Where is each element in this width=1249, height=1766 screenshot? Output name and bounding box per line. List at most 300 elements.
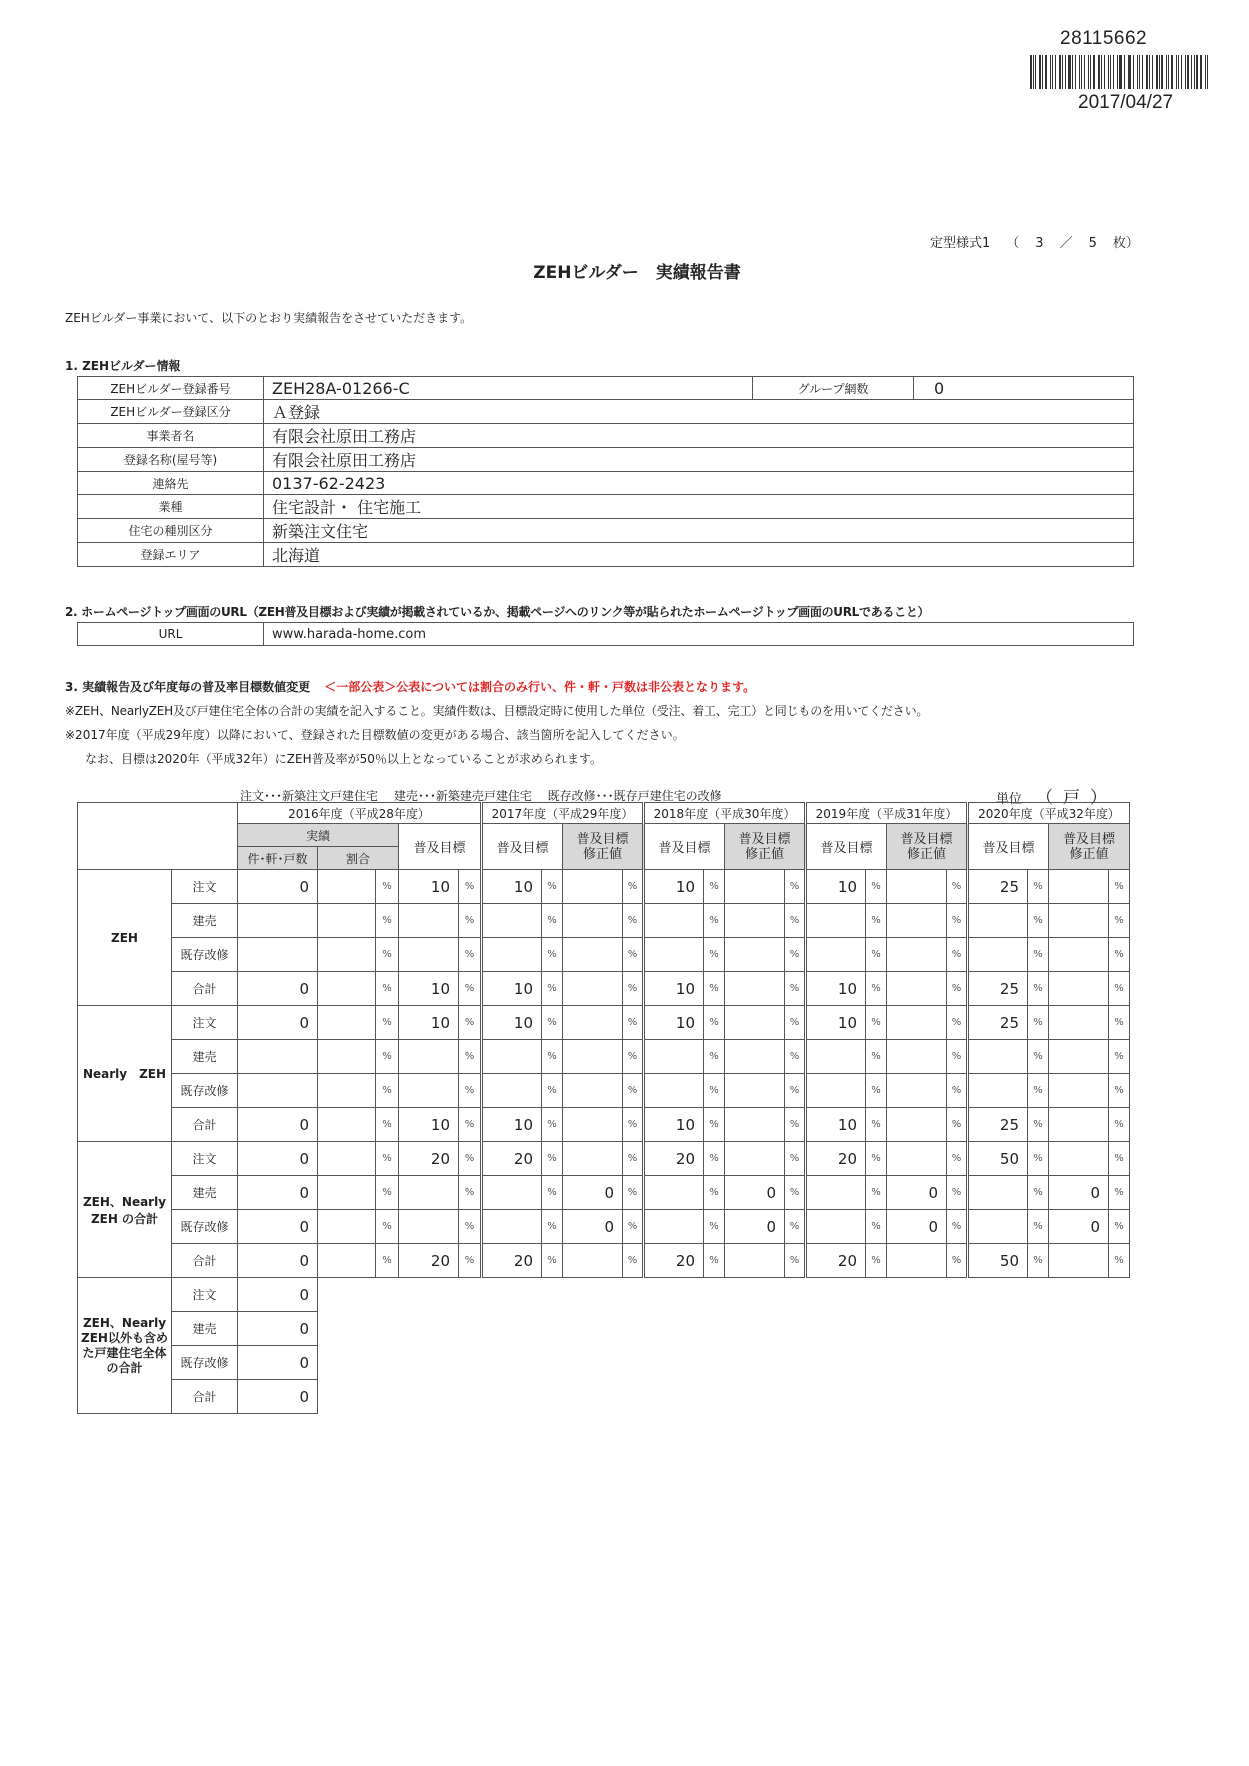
percent-unit: % [704, 1176, 725, 1210]
percent-unit: % [866, 870, 887, 904]
barcode-bar [1152, 55, 1153, 89]
barcode-bar [1181, 55, 1182, 89]
revised-2019-cell[interactable] [887, 1108, 947, 1142]
table-row [78, 1176, 1130, 1210]
row-label: 既存改修 [172, 938, 238, 972]
unit-label: 単位 [996, 792, 1023, 807]
info-label: ZEHビルダー登録区分 [78, 400, 264, 424]
percent-unit: % [1028, 1210, 1049, 1244]
revised-2018-cell[interactable] [725, 1040, 785, 1074]
target-2017-cell[interactable]: 10 [482, 1108, 542, 1142]
revised-2020-cell[interactable] [1049, 1142, 1109, 1176]
barcode-bar [1187, 55, 1189, 89]
header-ratio: 割合 [318, 847, 399, 870]
section3-heading-text: 3. 実績報告及び年度毎の普及率目標数値変更 [65, 680, 311, 694]
revised-2019-cell[interactable]: 0 [887, 1176, 947, 1210]
percent-unit: % [459, 870, 482, 904]
barcode-bar [1142, 55, 1143, 89]
info-value: Ａ登録 [264, 400, 1134, 424]
revised-2018-cell[interactable] [725, 938, 785, 972]
target-2016-cell[interactable] [399, 1210, 459, 1244]
revised-2017-cell[interactable] [563, 904, 623, 938]
barcode-bar [1161, 55, 1163, 89]
row-label: 注文 [172, 1006, 238, 1040]
percent-unit: % [459, 1108, 482, 1142]
barcode-bar [1035, 55, 1036, 89]
revised-2019-cell[interactable] [887, 1074, 947, 1108]
target-2020-cell[interactable] [968, 904, 1028, 938]
count-cell[interactable]: 0 [238, 1278, 318, 1312]
revised-2018-cell[interactable]: 0 [725, 1210, 785, 1244]
target-2019-cell[interactable]: 10 [806, 972, 866, 1006]
revised-2018-cell[interactable] [725, 972, 785, 1006]
count-cell[interactable]: 0 [238, 1006, 318, 1040]
target-2018-cell[interactable] [644, 1074, 704, 1108]
revised-2018-cell[interactable] [725, 1074, 785, 1108]
percent-unit: % [1028, 904, 1049, 938]
empty-area [318, 1278, 1130, 1312]
info-value: 北海道 [264, 543, 1134, 567]
barcode-image [1030, 55, 1210, 89]
count-cell[interactable]: 0 [238, 1244, 318, 1278]
count-cell[interactable]: 0 [238, 972, 318, 1006]
percent-unit: % [866, 1244, 887, 1278]
row-label: 建売 [172, 1312, 238, 1346]
barcode-bar [1090, 55, 1091, 89]
revised-2020-cell[interactable] [1049, 1074, 1109, 1108]
percent-unit: % [623, 1244, 644, 1278]
header-actual: 実績 [238, 824, 399, 847]
year-header-2019: 2019年度（平成31年度） [806, 803, 968, 824]
revised-2020-cell[interactable] [1049, 1244, 1109, 1278]
revised-2019-cell[interactable] [887, 904, 947, 938]
percent-unit: % [459, 1040, 482, 1074]
ratio-cell[interactable] [318, 1040, 376, 1074]
ratio-cell[interactable] [318, 870, 376, 904]
percent-unit: % [1028, 1142, 1049, 1176]
revised-2019-cell[interactable]: 0 [887, 1210, 947, 1244]
revised-2018-cell[interactable] [725, 904, 785, 938]
percent-unit: % [623, 1176, 644, 1210]
percent-unit: % [785, 1006, 806, 1040]
revised-2019-cell[interactable] [887, 1006, 947, 1040]
count-cell[interactable]: 0 [238, 1312, 318, 1346]
percent-unit: % [1109, 1244, 1130, 1278]
target-2016-cell[interactable] [399, 1074, 459, 1108]
percent-unit: % [704, 904, 725, 938]
barcode-bar [1081, 55, 1082, 89]
count-cell[interactable]: 0 [238, 870, 318, 904]
percent-unit: % [704, 972, 725, 1006]
empty-area [318, 1312, 1130, 1346]
note-2: ※2017年度（平成29年度）以降において、登録された目標数値の変更がある場合、該当箇所を記入してください。 [65, 728, 685, 742]
target-2016-cell[interactable]: 10 [399, 972, 459, 1006]
target-2020-cell[interactable] [968, 1210, 1028, 1244]
revised-2019-cell[interactable] [887, 1244, 947, 1278]
percent-unit: % [623, 938, 644, 972]
percent-unit: % [542, 1244, 563, 1278]
barcode-bar [1093, 55, 1095, 89]
barcode-bar [1072, 55, 1073, 89]
target-2017-cell[interactable] [482, 904, 542, 938]
barcode-bar [1149, 55, 1150, 89]
percent-unit: % [542, 1142, 563, 1176]
target-2018-cell[interactable]: 10 [644, 1108, 704, 1142]
target-2018-cell[interactable] [644, 904, 704, 938]
percent-unit: % [1109, 1006, 1130, 1040]
stamp-date: 2017/04/27 [1078, 92, 1174, 113]
target-2019-cell[interactable] [806, 938, 866, 972]
target-2020-cell[interactable] [968, 938, 1028, 972]
empty-area [318, 1380, 1130, 1414]
target-2019-cell[interactable]: 10 [806, 1108, 866, 1142]
percent-unit: % [866, 1108, 887, 1142]
info-row [78, 424, 1134, 448]
revised-2017-cell[interactable]: 0 [563, 1210, 623, 1244]
target-2018-cell[interactable] [644, 1176, 704, 1210]
count-cell[interactable] [238, 1074, 318, 1108]
row-label: 注文 [172, 1278, 238, 1312]
info-value: 住宅設計・ 住宅施工 [264, 495, 1134, 519]
ratio-cell[interactable] [318, 1108, 376, 1142]
percent-unit: % [785, 1074, 806, 1108]
target-2018-cell[interactable]: 20 [644, 1142, 704, 1176]
percent-unit: % [459, 1176, 482, 1210]
target-2018-cell[interactable] [644, 1210, 704, 1244]
target-2019-cell[interactable]: 20 [806, 1244, 866, 1278]
table-row [78, 938, 1130, 972]
target-2019-cell[interactable] [806, 1210, 866, 1244]
barcode-bar [1129, 55, 1131, 89]
barcode-bar [1185, 55, 1186, 89]
percent-unit: % [1109, 870, 1130, 904]
count-cell[interactable]: 0 [238, 1210, 318, 1244]
barcode-bar [1178, 55, 1180, 89]
percent-unit: % [947, 1040, 968, 1074]
info-value: 有限会社原田工務店 [264, 424, 1134, 448]
revised-2019-cell[interactable] [887, 1142, 947, 1176]
revised-2018-cell[interactable] [725, 1108, 785, 1142]
percent-unit: % [459, 1244, 482, 1278]
percent-unit: % [704, 1074, 725, 1108]
barcode-bar [1045, 55, 1047, 89]
count-cell[interactable] [238, 938, 318, 972]
percent-unit: % [1028, 938, 1049, 972]
percent-unit: % [785, 1210, 806, 1244]
percent-unit: % [785, 1176, 806, 1210]
percent-unit: % [542, 1108, 563, 1142]
barcode-bar [1171, 55, 1173, 89]
target-2019-cell[interactable]: 10 [806, 870, 866, 904]
revised-2020-cell[interactable]: 0 [1049, 1176, 1109, 1210]
row-label: 合計 [172, 1380, 238, 1414]
revised-2018-cell[interactable] [725, 1006, 785, 1040]
revised-2019-cell[interactable] [887, 870, 947, 904]
header-count: 件･軒･戸数 [238, 847, 318, 870]
barcode-bar [1119, 55, 1121, 89]
revised-2018-cell[interactable] [725, 1142, 785, 1176]
revised-2017-cell[interactable] [563, 1006, 623, 1040]
target-2019-cell[interactable]: 20 [806, 1142, 866, 1176]
percent-unit: % [704, 938, 725, 972]
revised-2017-cell[interactable] [563, 1244, 623, 1278]
target-2017-cell[interactable]: 10 [482, 1006, 542, 1040]
ratio-cell[interactable] [318, 1244, 376, 1278]
target-2017-cell[interactable] [482, 1040, 542, 1074]
target-2020-cell[interactable]: 25 [968, 1006, 1028, 1040]
percent-unit: % [704, 1040, 725, 1074]
percent-unit: % [1109, 972, 1130, 1006]
revised-2019-cell[interactable] [887, 938, 947, 972]
percent-unit: % [376, 972, 399, 1006]
document-id: 28115662 [1060, 28, 1148, 49]
row-label: 注文 [172, 1142, 238, 1176]
percent-unit: % [947, 1006, 968, 1040]
percent-unit: % [785, 1040, 806, 1074]
percent-unit: % [376, 870, 399, 904]
percent-unit: % [947, 972, 968, 1006]
barcode-bar [1050, 55, 1051, 89]
table-row [78, 1074, 1130, 1108]
table-row [78, 1244, 1130, 1278]
percent-unit: % [947, 870, 968, 904]
barcode-bar [1055, 55, 1057, 89]
target-2017-cell[interactable]: 10 [482, 972, 542, 1006]
target-2018-cell[interactable]: 20 [644, 1244, 704, 1278]
unit-value: 戸 [1063, 788, 1081, 808]
barcode-bar [1075, 55, 1077, 89]
barcode-bar [1205, 55, 1206, 89]
target-2017-cell[interactable] [482, 938, 542, 972]
percent-unit: % [376, 1074, 399, 1108]
revised-2020-cell[interactable] [1049, 938, 1109, 972]
revised-2020-cell[interactable] [1049, 972, 1109, 1006]
revised-2017-cell[interactable] [563, 972, 623, 1006]
row-label: 既存改修 [172, 1074, 238, 1108]
target-2020-cell[interactable]: 50 [968, 1244, 1028, 1278]
revised-2020-cell[interactable] [1049, 1006, 1109, 1040]
table-row [78, 1210, 1130, 1244]
percent-unit: % [947, 904, 968, 938]
target-2020-cell[interactable]: 50 [968, 1142, 1028, 1176]
target-2017-cell[interactable] [482, 1176, 542, 1210]
percent-unit: % [1028, 1006, 1049, 1040]
unit-close: ） [1090, 788, 1108, 808]
ratio-cell[interactable] [318, 1006, 376, 1040]
target-2019-cell[interactable]: 10 [806, 1006, 866, 1040]
form-page-unit: 枚） [1112, 236, 1139, 251]
percent-unit: % [623, 904, 644, 938]
info-row [78, 448, 1134, 472]
barcode-bar [1039, 55, 1041, 89]
group-count-label: グループ網数 [753, 377, 914, 400]
section3-heading [65, 678, 755, 695]
barcode-bar [1139, 55, 1141, 89]
count-cell[interactable]: 0 [238, 1142, 318, 1176]
percent-unit: % [1028, 1244, 1049, 1278]
info-label: 連絡先 [78, 472, 264, 495]
percent-unit: % [1109, 1040, 1130, 1074]
barcode-bar [1156, 55, 1158, 89]
unit-open: （ [1036, 788, 1054, 808]
count-cell[interactable] [238, 904, 318, 938]
revised-2020-cell[interactable] [1049, 904, 1109, 938]
percent-unit: % [542, 938, 563, 972]
revised-2017-cell[interactable] [563, 1142, 623, 1176]
count-cell[interactable]: 0 [238, 1346, 318, 1380]
ratio-cell[interactable] [318, 904, 376, 938]
target-2016-cell[interactable]: 20 [399, 1244, 459, 1278]
target-2018-cell[interactable]: 10 [644, 972, 704, 1006]
row-label: 合計 [172, 972, 238, 1006]
target-2017-cell[interactable] [482, 1210, 542, 1244]
revised-2020-cell[interactable] [1049, 1108, 1109, 1142]
target-2019-cell[interactable] [806, 1040, 866, 1074]
percent-unit: % [623, 1142, 644, 1176]
target-2016-cell[interactable] [399, 938, 459, 972]
form-page-sep: ／ [1059, 236, 1073, 251]
ratio-cell[interactable] [318, 1074, 376, 1108]
percent-unit: % [785, 1108, 806, 1142]
target-2016-cell[interactable] [399, 1040, 459, 1074]
revised-2017-cell[interactable] [563, 1074, 623, 1108]
percent-unit: % [866, 1040, 887, 1074]
ratio-cell[interactable] [318, 1142, 376, 1176]
count-cell[interactable]: 0 [238, 1108, 318, 1142]
year-header-2016: 2016年度（平成28年度） [238, 803, 482, 824]
count-cell[interactable]: 0 [238, 1380, 318, 1414]
target-2016-cell[interactable]: 10 [399, 1006, 459, 1040]
percent-unit: % [947, 1244, 968, 1278]
count-cell[interactable] [238, 1040, 318, 1074]
header-row-years [78, 803, 1130, 824]
barcode-bar [1052, 55, 1053, 89]
revised-2019-cell[interactable] [887, 1040, 947, 1074]
table-row [78, 1278, 1130, 1312]
barcode-bar [1207, 55, 1208, 89]
percent-unit: % [866, 938, 887, 972]
target-2016-cell[interactable]: 10 [399, 870, 459, 904]
row-label: 建売 [172, 1040, 238, 1074]
target-2017-cell[interactable]: 20 [482, 1142, 542, 1176]
barcode-bar [1033, 55, 1034, 89]
percent-unit: % [866, 1176, 887, 1210]
revised-2020-cell[interactable]: 0 [1049, 1210, 1109, 1244]
revised-2017-cell[interactable] [563, 938, 623, 972]
form-label: 定型様式1 [930, 236, 991, 251]
percent-unit: % [376, 938, 399, 972]
url-label: URL [78, 623, 264, 646]
target-2018-cell[interactable] [644, 938, 704, 972]
empty-area [318, 1346, 1130, 1380]
target-2016-cell[interactable] [399, 904, 459, 938]
target-2020-cell[interactable] [968, 1040, 1028, 1074]
revised-2017-cell[interactable]: 0 [563, 1176, 623, 1210]
percent-unit: % [866, 1210, 887, 1244]
url-value[interactable]: www.harada-home.com [264, 623, 1134, 646]
target-2017-cell[interactable]: 10 [482, 870, 542, 904]
target-2016-cell[interactable]: 20 [399, 1142, 459, 1176]
revised-2017-cell[interactable] [563, 870, 623, 904]
ratio-cell[interactable] [318, 1210, 376, 1244]
info-label: ZEHビルダー登録番号 [78, 377, 264, 400]
barcode-bar [1062, 55, 1063, 89]
target-2017-cell[interactable] [482, 1074, 542, 1108]
target-2016-cell[interactable]: 10 [399, 1108, 459, 1142]
percent-unit: % [459, 1074, 482, 1108]
section2-heading: 2. ホームページトップ画面のURL（ZEH普及目標および実績が掲載されているか、掲載ページへのリンク等が貼られたホームページトップ画面のURLであること） [65, 605, 930, 619]
info-value: 有限会社原田工務店 [264, 448, 1134, 472]
percent-unit: % [623, 1210, 644, 1244]
barcode-bar [1128, 55, 1129, 89]
target-2017-cell[interactable]: 20 [482, 1244, 542, 1278]
header-target-2017: 普及目標 [482, 824, 563, 870]
target-2019-cell[interactable] [806, 1074, 866, 1108]
target-2016-cell[interactable] [399, 1176, 459, 1210]
info-value: 新築注文住宅 [264, 519, 1134, 543]
percent-unit: % [785, 870, 806, 904]
table-row [78, 1312, 1130, 1346]
revised-2018-cell[interactable]: 0 [725, 1176, 785, 1210]
percent-unit: % [947, 1108, 968, 1142]
target-2020-cell[interactable]: 25 [968, 1108, 1028, 1142]
barcode-bar [1110, 55, 1111, 89]
builder-info-table [77, 376, 1134, 567]
percent-unit: % [542, 1006, 563, 1040]
target-2018-cell[interactable] [644, 1040, 704, 1074]
info-row [78, 519, 1134, 543]
target-2020-cell[interactable] [968, 1074, 1028, 1108]
year-header-2018: 2018年度（平成30年度） [644, 803, 806, 824]
revised-2017-cell[interactable] [563, 1108, 623, 1142]
percent-unit: % [376, 904, 399, 938]
revised-2019-cell[interactable] [887, 972, 947, 1006]
percent-unit: % [542, 1074, 563, 1108]
row-label: 注文 [172, 870, 238, 904]
ratio-cell[interactable] [318, 938, 376, 972]
revised-2018-cell[interactable] [725, 1244, 785, 1278]
percent-unit: % [459, 904, 482, 938]
revised-2017-cell[interactable] [563, 1040, 623, 1074]
percent-unit: % [866, 1006, 887, 1040]
target-2018-cell[interactable]: 10 [644, 870, 704, 904]
revised-2018-cell[interactable] [725, 870, 785, 904]
percent-unit: % [866, 972, 887, 1006]
percent-unit: % [1028, 972, 1049, 1006]
target-2019-cell[interactable] [806, 904, 866, 938]
ratio-cell[interactable] [318, 972, 376, 1006]
target-2019-cell[interactable] [806, 1176, 866, 1210]
ratio-cell[interactable] [318, 1176, 376, 1210]
percent-unit: % [1028, 1040, 1049, 1074]
target-2018-cell[interactable]: 10 [644, 1006, 704, 1040]
revised-2020-cell[interactable] [1049, 1040, 1109, 1074]
header-revised-2018: 普及目標 修正値 [725, 824, 806, 870]
header-target-2016: 普及目標 [399, 824, 482, 870]
percent-unit: % [376, 1040, 399, 1074]
percent-unit: % [704, 1210, 725, 1244]
table-row [78, 904, 1130, 938]
group-count-value: 0 [914, 377, 1134, 400]
target-2020-cell[interactable] [968, 1176, 1028, 1210]
count-cell[interactable]: 0 [238, 1176, 318, 1210]
intro-text: ZEHビルダー事業において、以下のとおり実績報告をさせていただきます。 [65, 311, 473, 325]
percent-unit: % [459, 938, 482, 972]
target-2020-cell[interactable]: 25 [968, 870, 1028, 904]
barcode-bar [1084, 55, 1086, 89]
revised-2020-cell[interactable] [1049, 870, 1109, 904]
target-2020-cell[interactable]: 25 [968, 972, 1028, 1006]
